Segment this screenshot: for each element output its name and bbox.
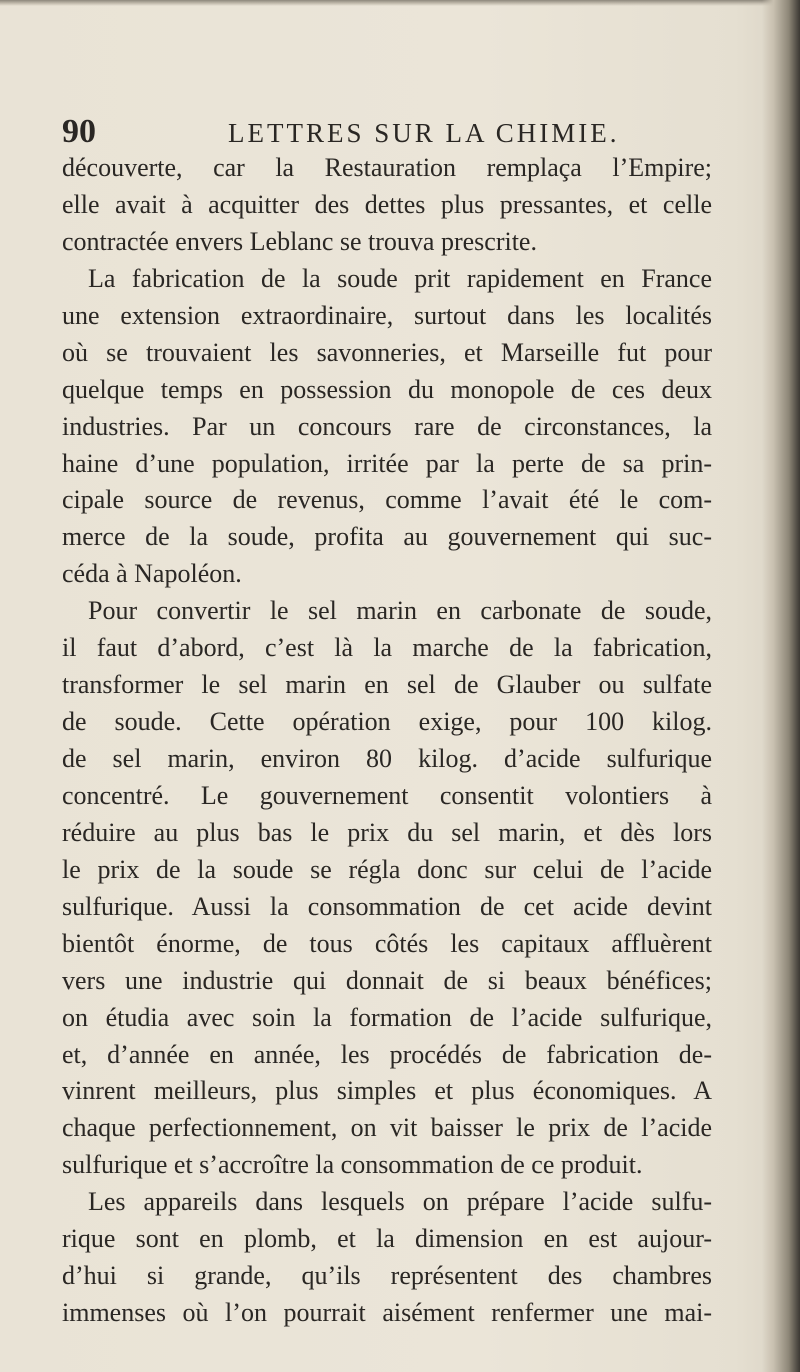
text-line: il faut d’abord, c’est là la marche de la fabrication,: [62, 633, 712, 663]
text-line: rique sont en plomb, et la dimension en est aujour-: [62, 1224, 712, 1254]
text-line: découverte, car la Restauration remplaça l’Empire;: [62, 153, 712, 182]
text-line: merce de la soude, profita au gouvernement qui suc-: [62, 522, 712, 552]
text-line: céda à Napoléon.: [62, 559, 242, 589]
body-text: [62, 150, 712, 1332]
text-line: industries. Par un concours rare de circonstances, la: [62, 411, 712, 441]
text-line: où se trouvaient les savonneries, et Marseille fut pour: [62, 337, 712, 367]
text-line: Pour convertir le sel marin en carbonate de soude,: [88, 596, 712, 626]
text-line: le prix de la soude se régla donc sur celui de l’acide: [62, 854, 712, 884]
text-line: La fabrication de la soude prit rapidement en France: [88, 263, 712, 293]
text-line: vinrent meilleurs, plus simples et plus économiques. A: [62, 1076, 712, 1106]
text-line: d’hui si grande, qu’ils représentent des chambres: [62, 1261, 712, 1291]
page-number: 90: [62, 113, 96, 150]
text-line: de sel marin, environ 80 kilog. d’acide sulfurique: [62, 744, 712, 773]
text-line: on étudia avec soin la formation de l’acide sulfurique,: [62, 1002, 712, 1032]
text-line: et, d’année en année, les procédés de fabrication de-: [62, 1039, 712, 1069]
text-line: elle avait à acquitter des dettes plus pressantes, et celle: [62, 189, 712, 219]
text-line: sulfurique et s’accroître la consommation de ce produit.: [62, 1150, 643, 1180]
text-line: une extension extraordinaire, surtout dans les localités: [62, 300, 712, 330]
running-head: LETTRES SUR LA CHIMIE.: [228, 118, 620, 148]
text-line: vers une industrie qui donnait de si beaux bénéfices;: [62, 965, 712, 995]
text-line: Les appareils dans lesquels on prépare l’acide sulfu-: [88, 1187, 712, 1217]
book-binding-edge: [762, 0, 800, 1372]
text-line: transformer le sel marin en sel de Glauber ou sulfate: [62, 670, 712, 700]
text-line: quelque temps en possession du monopole de ces deux: [62, 374, 712, 404]
text-line: immenses où l’on pourrait aisément renfermer une mai-: [62, 1298, 712, 1328]
text-line: bientôt énorme, de tous côtés les capitaux affluèrent: [62, 928, 712, 958]
text-line: cipale source de revenus, comme l’avait été le com-: [62, 485, 712, 515]
text-line: chaque perfectionnement, on vit baisser le prix de l’acide: [62, 1113, 712, 1143]
text-line: contractée envers Leblanc se trouva prescrite.: [62, 226, 537, 256]
text-line: réduire au plus bas le prix du sel marin, et dès lors: [62, 817, 712, 847]
text-line: sulfurique. Aussi la consommation de cet acide devint: [62, 891, 712, 921]
page-header: [0, 112, 760, 152]
text-line: haine d’une population, irritée par la perte de sa prin-: [62, 448, 712, 478]
text-line: concentré. Le gouvernement consentit volontiers à: [62, 780, 712, 810]
page-top-shadow: [0, 0, 800, 6]
text-line: de soude. Cette opération exige, pour 100 kilog.: [62, 707, 712, 737]
